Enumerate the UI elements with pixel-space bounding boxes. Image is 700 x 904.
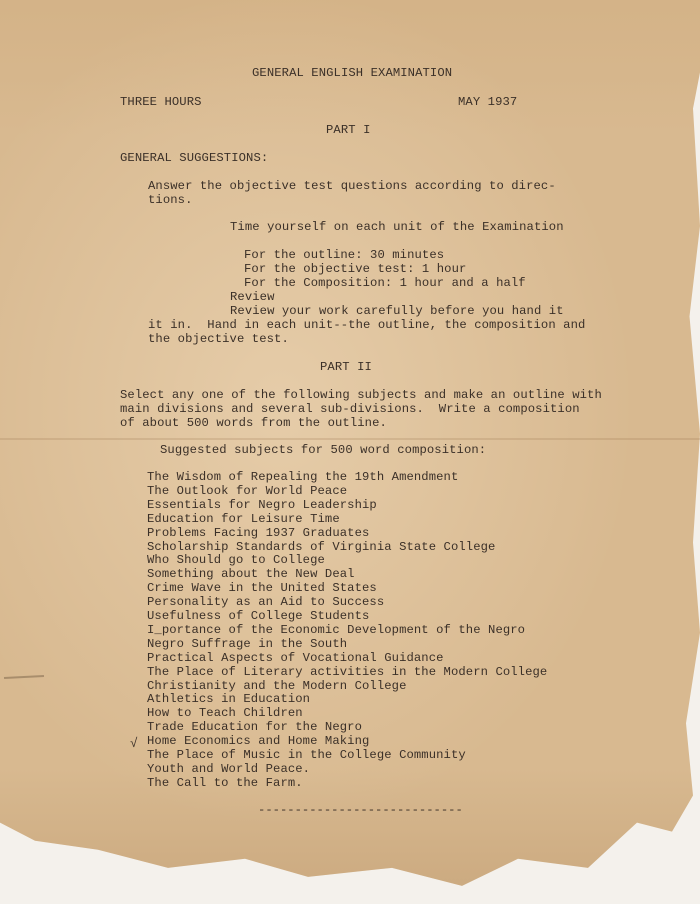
- subject-item: The Place of Music in the College Community: [147, 748, 466, 762]
- part2-heading: PART II: [320, 360, 372, 374]
- review-label: Review: [230, 290, 275, 304]
- subject-item: The Place of Literary activities in the Modern College: [147, 664, 548, 679]
- part1-heading: PART I: [326, 123, 371, 137]
- subject-item: The Call to the Farm.: [147, 775, 303, 790]
- time-intro: Time yourself on each unit of the Examination: [230, 220, 564, 234]
- instruction-line: tions.: [148, 193, 193, 207]
- exam-date: MAY 1937: [458, 95, 518, 109]
- subject-item: Home Economics and Home Making: [147, 734, 370, 749]
- exam-duration: THREE HOURS: [120, 95, 202, 109]
- subject-item: Youth and World Peace.: [147, 761, 311, 776]
- subject-item: Education for Leisure Time: [147, 511, 340, 526]
- review-line: the objective test.: [148, 332, 289, 346]
- subject-item: How to Teach Children: [147, 706, 303, 721]
- subject-item: Problems Facing 1937 Graduates: [147, 525, 370, 540]
- subject-item: I_portance of the Economic Development of the Negro: [147, 622, 526, 637]
- subject-item: Christianity and the Modern College: [147, 678, 407, 693]
- check-mark: √: [130, 736, 138, 751]
- fold-crease: [0, 438, 700, 440]
- instruction-line: Answer the objective test questions according to direc-: [148, 179, 556, 193]
- subject-item: Personality as an Aid to Success: [147, 595, 385, 610]
- exam-title: GENERAL ENGLISH EXAMINATION: [252, 66, 453, 80]
- subject-item: The Outlook for World Peace: [147, 483, 348, 498]
- part2-instruction: Select any one of the following subjects and make an outline with: [120, 388, 602, 402]
- subject-item: Crime Wave in the United States: [147, 581, 377, 596]
- time-composition: For the Composition: 1 hour and a half: [244, 276, 526, 290]
- subject-item: Athletics in Education: [147, 692, 311, 707]
- review-line: Review your work carefully before you hand it: [230, 304, 564, 318]
- time-objective: For the objective test: 1 hour: [244, 262, 467, 276]
- subject-item: Negro Suffrage in the South: [147, 636, 348, 651]
- subject-item: Scholarship Standards of Virginia State College: [147, 539, 496, 554]
- subject-item: The Wisdom of Repealing the 19th Amendment: [147, 470, 459, 484]
- subjects-heading: Suggested subjects for 500 word composition:: [160, 443, 487, 457]
- subject-item: Who Should go to College: [147, 553, 325, 568]
- subject-item: Trade Education for the Negro: [147, 720, 362, 735]
- subject-item: Practical Aspects of Vocational Guidance: [147, 650, 444, 665]
- time-outline: For the outline: 30 minutes: [244, 248, 445, 262]
- subject-item: Essentials for Negro Leadership: [147, 497, 377, 512]
- subject-item: Usefulness of College Students: [147, 609, 370, 623]
- part2-instruction: of about 500 words from the outline.: [120, 416, 387, 430]
- end-rule: ----------------------------: [258, 803, 463, 817]
- part2-instruction: main divisions and several sub-divisions. Write a composition: [120, 402, 580, 416]
- review-line: it in. Hand in each unit--the outline, the composition and: [148, 318, 586, 332]
- subject-item: Something about the New Deal: [147, 567, 355, 582]
- suggestions-heading: GENERAL SUGGESTIONS:: [120, 151, 269, 165]
